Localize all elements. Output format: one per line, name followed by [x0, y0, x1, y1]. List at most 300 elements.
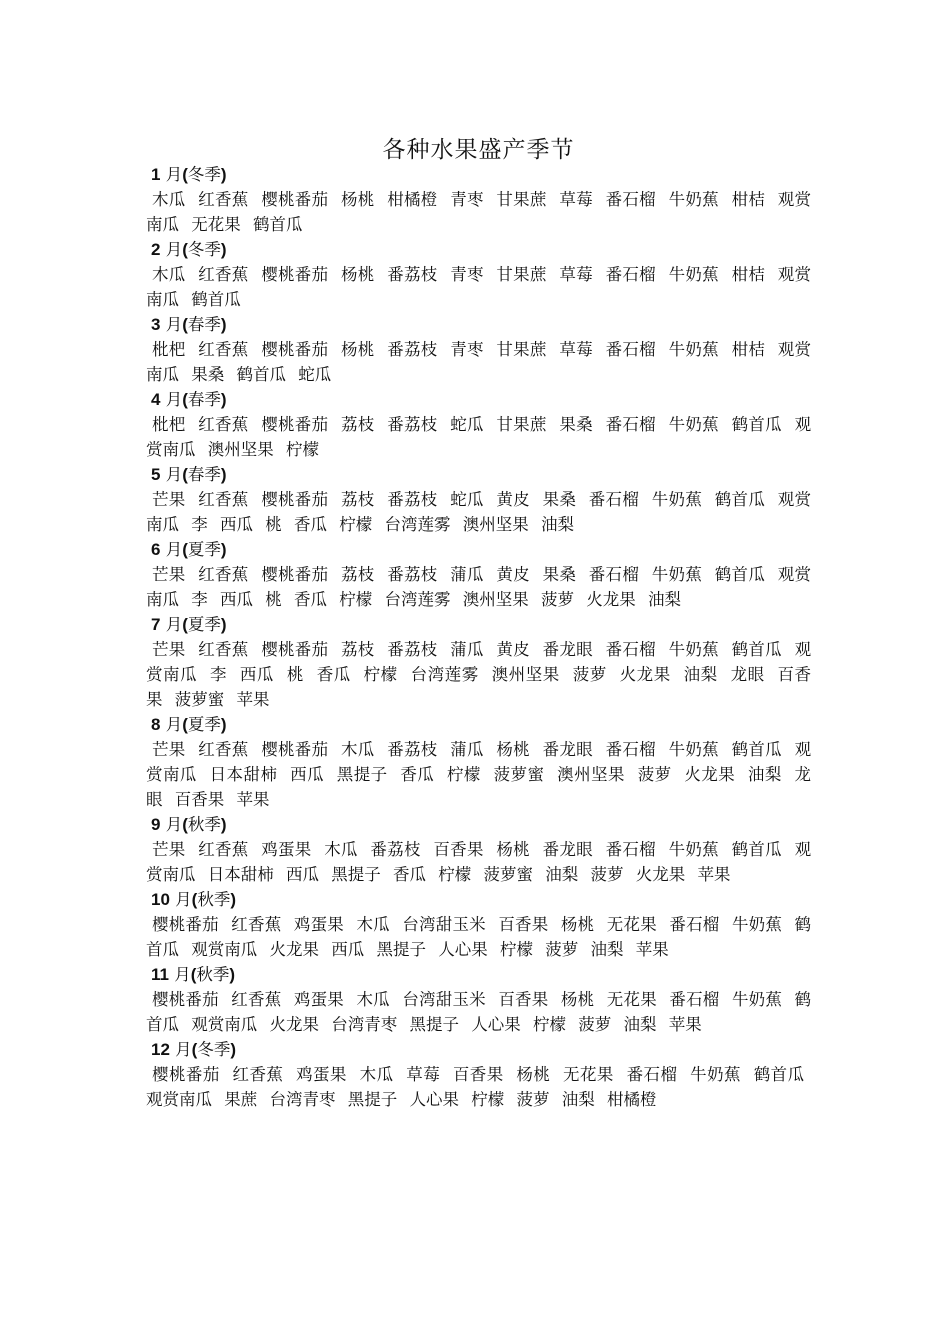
month-header: 5 月(春季) — [151, 465, 227, 484]
fruit-item: 杨桃 — [341, 190, 375, 209]
fruit-item: 牛奶蕉 — [731, 990, 783, 1009]
fruit-item: 草莓 — [406, 1065, 441, 1084]
fruit-item: 香瓜 — [294, 515, 327, 534]
fruit-item: 百香果 — [146, 665, 812, 709]
month-section — [146, 1037, 811, 1112]
fruit-item: 红香蕉 — [198, 640, 249, 659]
fruit-item: 樱桃番茄 — [261, 640, 329, 659]
month-label: 月 — [175, 1040, 192, 1059]
fruit-item: 桃 — [265, 590, 282, 609]
month-label: 月 — [165, 715, 183, 734]
month-section — [146, 162, 811, 237]
fruit-item: 番石榴 — [605, 340, 656, 359]
month-label: 月 — [174, 965, 191, 984]
fruit-item: 澳州坚果 — [462, 515, 529, 534]
fruit-item: 观赏南瓜 — [191, 940, 258, 959]
fruit-item: 番石榴 — [605, 740, 656, 759]
fruit-list — [146, 187, 811, 237]
fruit-list — [146, 337, 811, 387]
fruit-item: 柑橘橙 — [387, 190, 438, 209]
fruit-item: 杨桃 — [496, 740, 530, 759]
fruit-item: 鹤首瓜 — [731, 640, 782, 659]
month-section — [146, 387, 811, 462]
season-label: 夏季 — [187, 715, 221, 734]
fruit-item: 菠萝 — [516, 1090, 550, 1109]
season-label: 春季 — [187, 465, 221, 484]
fruit-item: 桃 — [265, 515, 282, 534]
fruit-item: 柠檬 — [363, 665, 398, 684]
fruit-item: 番石榴 — [605, 640, 656, 659]
fruit-item: 无花果 — [563, 1065, 614, 1084]
fruit-item: 台湾莲雾 — [384, 590, 451, 609]
fruit-item: 菠萝 — [541, 590, 574, 609]
fruit-item: 樱桃番茄 — [261, 265, 329, 284]
fruit-item: 柠檬 — [438, 865, 472, 884]
fruit-item: 李 — [191, 590, 208, 609]
season-label: 冬季 — [187, 240, 221, 259]
fruit-item: 木瓜 — [324, 840, 358, 859]
fruit-item: 柠檬 — [446, 765, 481, 784]
fruit-item: 果桑 — [559, 415, 593, 434]
fruit-item: 樱桃番茄 — [261, 565, 329, 584]
season-label: 秋季 — [197, 890, 231, 909]
month-label: 月 — [165, 390, 183, 409]
fruit-item: 苹果 — [668, 1015, 702, 1034]
fruit-item: 牛奶蕉 — [668, 265, 719, 284]
fruit-item: 观赏南瓜 — [146, 265, 812, 309]
month-label: 月 — [165, 240, 183, 259]
fruit-item: 油梨 — [648, 590, 681, 609]
fruit-item: 油梨 — [683, 665, 718, 684]
month-header: 4 月(春季) — [151, 390, 227, 409]
fruit-item: 观赏南瓜 — [146, 190, 812, 234]
fruit-item: 鹤首瓜 — [731, 840, 782, 859]
fruit-item: 杨桃 — [560, 990, 595, 1009]
fruit-item: 枇杷 — [152, 340, 186, 359]
fruit-item: 菠萝蜜 — [493, 765, 545, 784]
month-header: 7 月(夏季) — [151, 615, 227, 634]
fruit-item: 油梨 — [561, 1090, 595, 1109]
fruit-item: 人心果 — [438, 940, 488, 959]
fruit-item: 红香蕉 — [198, 415, 249, 434]
fruit-item: 蒲瓜 — [450, 740, 484, 759]
fruit-item: 台湾青枣 — [269, 1090, 336, 1109]
season-label: 冬季 — [187, 165, 221, 184]
fruit-item: 无花果 — [191, 215, 241, 234]
fruit-item: 鹤首瓜 — [236, 365, 286, 384]
season-label: 春季 — [187, 315, 221, 334]
fruit-item: 人心果 — [409, 1090, 459, 1109]
season-label: 秋季 — [196, 965, 230, 984]
fruit-item: 观赏南瓜 — [146, 740, 812, 784]
fruit-item: 火龙果 — [586, 590, 636, 609]
fruit-item: 蒲瓜 — [450, 640, 484, 659]
fruit-item: 番龙眼 — [542, 840, 593, 859]
month-number: 3 — [151, 315, 161, 334]
fruit-item: 观赏南瓜 — [146, 340, 812, 384]
month-header: 2 月(冬季) — [151, 240, 227, 259]
month-number: 4 — [151, 390, 161, 409]
fruit-item: 观赏南瓜 — [146, 1090, 212, 1109]
fruit-item: 菠萝 — [590, 865, 624, 884]
fruit-item: 柠檬 — [339, 590, 373, 609]
fruit-item: 番龙眼 — [542, 740, 593, 759]
fruit-item: 柠檬 — [471, 1090, 505, 1109]
fruit-list — [146, 562, 811, 612]
fruit-item: 澳州坚果 — [207, 440, 274, 459]
fruit-item: 芒果 — [152, 840, 186, 859]
fruit-item: 蒲瓜 — [450, 565, 484, 584]
fruit-item: 红香蕉 — [198, 840, 249, 859]
fruit-item: 荔枝 — [341, 640, 375, 659]
month-section — [146, 887, 811, 962]
fruit-item: 果桑 — [542, 490, 577, 509]
fruit-item: 蛇瓜 — [450, 415, 484, 434]
fruit-item: 香瓜 — [316, 665, 351, 684]
fruit-item: 台湾莲雾 — [384, 515, 451, 534]
fruit-item: 黑提子 — [347, 1090, 398, 1109]
fruit-item: 无花果 — [606, 915, 657, 934]
fruit-list — [146, 637, 811, 712]
month-header: 6 月(夏季) — [151, 540, 227, 559]
fruit-list — [146, 1062, 811, 1112]
fruit-item: 苹果 — [236, 790, 270, 809]
fruit-item: 鸡蛋果 — [296, 1065, 347, 1084]
fruit-item: 油梨 — [590, 940, 624, 959]
fruit-item: 鹤首瓜 — [191, 290, 241, 309]
fruit-item: 香瓜 — [393, 865, 426, 884]
fruit-item: 柑橘橙 — [607, 1090, 657, 1109]
fruit-item: 鸡蛋果 — [293, 915, 344, 934]
fruit-item: 观赏南瓜 — [146, 415, 812, 459]
fruit-item: 西瓜 — [220, 515, 253, 534]
fruit-item: 杨桃 — [341, 340, 375, 359]
fruit-item: 油梨 — [623, 1015, 657, 1034]
fruit-item: 樱桃番茄 — [261, 740, 329, 759]
fruit-item: 鹤首瓜 — [714, 565, 766, 584]
fruit-item: 苹果 — [236, 690, 270, 709]
fruit-item: 番石榴 — [605, 265, 656, 284]
fruit-item: 火龙果 — [684, 765, 736, 784]
month-section — [146, 537, 811, 612]
month-label: 月 — [165, 815, 183, 834]
month-label: 月 — [165, 465, 183, 484]
fruit-item: 柑桔 — [731, 190, 766, 209]
fruit-item: 红香蕉 — [232, 1065, 284, 1084]
month-header: 1 月(冬季) — [151, 165, 227, 184]
fruit-item: 番龙眼 — [542, 640, 593, 659]
fruit-item: 蛇瓜 — [450, 490, 484, 509]
fruit-item: 红香蕉 — [198, 740, 249, 759]
fruit-item: 黄皮 — [496, 490, 530, 509]
fruit-item: 鹤首瓜 — [146, 915, 812, 959]
fruit-item: 观赏南瓜 — [146, 490, 812, 534]
season-label: 冬季 — [197, 1040, 231, 1059]
month-header: 11 月(秋季) — [151, 965, 236, 984]
fruit-item: 甘果蔗 — [496, 190, 547, 209]
fruit-item: 樱桃番茄 — [261, 490, 329, 509]
fruit-item: 西瓜 — [331, 940, 365, 959]
month-section — [146, 962, 811, 1037]
fruit-item: 鹤首瓜 — [714, 490, 766, 509]
month-label: 月 — [165, 615, 183, 634]
month-number: 9 — [151, 815, 161, 834]
season-label: 春季 — [187, 390, 221, 409]
month-section — [146, 237, 811, 312]
fruit-item: 台湾青枣 — [331, 1015, 398, 1034]
fruit-item: 牛奶蕉 — [651, 565, 703, 584]
fruit-item: 苹果 — [635, 940, 669, 959]
fruit-item: 木瓜 — [152, 190, 186, 209]
fruit-item: 甘果蔗 — [496, 415, 547, 434]
fruit-item: 油梨 — [747, 765, 782, 784]
month-number: 1 — [151, 165, 161, 184]
fruit-item: 红香蕉 — [231, 990, 282, 1009]
fruit-item: 百香果 — [498, 915, 549, 934]
fruit-item: 牛奶蕉 — [690, 1065, 742, 1084]
fruit-item: 菠萝蜜 — [483, 865, 533, 884]
fruit-item: 樱桃番茄 — [261, 340, 329, 359]
fruit-item: 西瓜 — [290, 765, 325, 784]
fruit-item: 西瓜 — [220, 590, 253, 609]
month-number: 5 — [151, 465, 161, 484]
fruit-item: 番石榴 — [669, 990, 720, 1009]
fruit-item: 芒果 — [152, 740, 186, 759]
fruit-item: 柠檬 — [533, 1015, 566, 1034]
fruit-item: 鹤首瓜 — [253, 215, 303, 234]
fruit-item: 黄皮 — [496, 640, 530, 659]
fruit-item: 火龙果 — [269, 940, 319, 959]
fruit-item: 番荔枝 — [387, 265, 438, 284]
fruit-item: 番荔枝 — [387, 490, 438, 509]
fruit-item: 樱桃番茄 — [261, 415, 329, 434]
month-number: 12 — [151, 1040, 170, 1059]
fruit-item: 牛奶蕉 — [731, 915, 783, 934]
month-label: 月 — [165, 165, 183, 184]
month-number: 2 — [151, 240, 161, 259]
month-header: 8 月(夏季) — [151, 715, 227, 734]
fruit-item: 甘果蔗 — [496, 265, 547, 284]
fruit-item: 油梨 — [545, 865, 579, 884]
fruit-list — [146, 987, 811, 1037]
fruit-item: 番石榴 — [588, 490, 640, 509]
fruit-item: 草莓 — [559, 190, 593, 209]
fruit-item: 鹤首瓜 — [146, 990, 812, 1034]
fruit-item: 番荔枝 — [387, 640, 438, 659]
fruit-item: 荔枝 — [341, 565, 375, 584]
fruit-item: 菠萝 — [545, 940, 579, 959]
fruit-item: 黄皮 — [496, 565, 530, 584]
fruit-list — [146, 837, 811, 887]
fruit-item: 木瓜 — [152, 265, 186, 284]
fruit-item: 果蔗 — [224, 1090, 258, 1109]
fruit-item: 李 — [210, 665, 228, 684]
fruit-list — [146, 737, 811, 812]
fruit-item: 芒果 — [152, 640, 186, 659]
fruit-item: 杨桃 — [496, 840, 530, 859]
month-number: 11 — [151, 965, 169, 984]
fruit-item: 杨桃 — [560, 915, 595, 934]
fruit-item: 番荔枝 — [387, 565, 438, 584]
fruit-item: 柠檬 — [500, 940, 533, 959]
fruit-item: 柑桔 — [731, 265, 766, 284]
fruit-item: 牛奶蕉 — [668, 340, 719, 359]
fruit-item: 红香蕉 — [198, 340, 249, 359]
fruit-item: 草莓 — [559, 340, 593, 359]
season-label: 夏季 — [187, 615, 221, 634]
month-label: 月 — [165, 315, 183, 334]
fruit-item: 鹤首瓜 — [753, 1065, 805, 1084]
month-number: 8 — [151, 715, 161, 734]
month-number: 6 — [151, 540, 161, 559]
fruit-item: 青枣 — [450, 265, 484, 284]
month-list — [146, 162, 811, 1112]
fruit-item: 木瓜 — [341, 740, 375, 759]
fruit-item: 番石榴 — [626, 1065, 678, 1084]
fruit-item: 桃 — [286, 665, 304, 684]
fruit-item: 柠檬 — [286, 440, 319, 459]
fruit-item: 黑提子 — [336, 765, 388, 784]
fruit-item: 红香蕉 — [198, 265, 249, 284]
fruit-item: 菠萝 — [578, 1015, 612, 1034]
fruit-item: 樱桃番茄 — [152, 915, 219, 934]
fruit-item: 西瓜 — [239, 665, 274, 684]
month-header: 12 月(冬季) — [151, 1040, 237, 1059]
fruit-item: 红香蕉 — [198, 490, 249, 509]
month-section — [146, 812, 811, 887]
fruit-item: 苹果 — [697, 865, 731, 884]
fruit-item: 百香果 — [498, 990, 549, 1009]
fruit-item: 百香果 — [174, 790, 225, 809]
fruit-item: 芒果 — [152, 490, 186, 509]
fruit-item: 菠萝蜜 — [174, 690, 225, 709]
fruit-item: 柠檬 — [339, 515, 373, 534]
fruit-item: 牛奶蕉 — [668, 740, 719, 759]
fruit-item: 果桑 — [191, 365, 225, 384]
month-number: 10 — [151, 890, 170, 909]
fruit-item: 樱桃番茄 — [152, 990, 219, 1009]
fruit-item: 台湾莲雾 — [410, 665, 479, 684]
month-section — [146, 712, 811, 812]
fruit-item: 枇杷 — [152, 415, 186, 434]
fruit-item: 黑提子 — [331, 865, 381, 884]
fruit-item: 观赏南瓜 — [146, 640, 812, 684]
fruit-item: 牛奶蕉 — [651, 490, 703, 509]
fruit-item: 鸡蛋果 — [293, 990, 344, 1009]
fruit-item: 番石榴 — [605, 840, 656, 859]
fruit-item: 日本甜柿 — [209, 765, 278, 784]
fruit-item: 番荔枝 — [387, 740, 438, 759]
fruit-item: 青枣 — [450, 340, 484, 359]
fruit-item: 百香果 — [452, 1065, 504, 1084]
fruit-item: 牛奶蕉 — [668, 190, 719, 209]
fruit-item: 日本甜柿 — [207, 865, 274, 884]
document-title: 各种水果盛产季节 — [382, 137, 575, 164]
month-header: 3 月(春季) — [151, 315, 227, 334]
fruit-item: 火龙果 — [635, 865, 686, 884]
fruit-item: 蛇瓜 — [298, 365, 332, 384]
fruit-item: 牛奶蕉 — [668, 840, 719, 859]
fruit-item: 西瓜 — [286, 865, 319, 884]
month-header: 10 月(秋季) — [151, 890, 237, 909]
fruit-item: 台湾甜玉米 — [402, 915, 486, 934]
fruit-item: 番石榴 — [605, 415, 656, 434]
fruit-item: 红香蕉 — [231, 915, 282, 934]
fruit-item: 菠萝 — [572, 665, 607, 684]
fruit-item: 龙眼 — [146, 765, 812, 809]
fruit-item: 杨桃 — [341, 265, 375, 284]
fruit-item: 荔枝 — [341, 490, 375, 509]
fruit-item: 番荔枝 — [370, 840, 421, 859]
fruit-item: 青枣 — [450, 190, 484, 209]
fruit-item: 牛奶蕉 — [668, 640, 719, 659]
fruit-item: 鹤首瓜 — [731, 415, 782, 434]
fruit-item: 甘果蔗 — [496, 340, 547, 359]
fruit-item: 澳州坚果 — [491, 665, 560, 684]
fruit-item: 樱桃番茄 — [261, 190, 329, 209]
fruit-item: 李 — [191, 515, 208, 534]
fruit-item: 牛奶蕉 — [668, 415, 719, 434]
month-header: 9 月(秋季) — [151, 815, 227, 834]
month-section — [146, 462, 811, 537]
fruit-item: 观赏南瓜 — [191, 1015, 258, 1034]
fruit-item: 荔枝 — [341, 415, 375, 434]
fruit-item: 香瓜 — [294, 590, 327, 609]
fruit-item: 鹤首瓜 — [731, 740, 782, 759]
fruit-item: 番石榴 — [669, 915, 720, 934]
month-label: 月 — [165, 540, 183, 559]
fruit-list — [146, 912, 811, 962]
fruit-item: 木瓜 — [356, 990, 390, 1009]
fruit-list — [146, 262, 811, 312]
fruit-item: 观赏南瓜 — [146, 565, 812, 609]
month-number: 7 — [151, 615, 161, 634]
season-label: 秋季 — [187, 815, 221, 834]
fruit-item: 观赏南瓜 — [146, 840, 812, 884]
fruit-item: 木瓜 — [359, 1065, 394, 1084]
fruit-item: 澳州坚果 — [462, 590, 529, 609]
fruit-item: 火龙果 — [619, 665, 671, 684]
fruit-list — [146, 487, 811, 537]
fruit-item: 番荔枝 — [387, 340, 438, 359]
fruit-item: 红香蕉 — [198, 565, 249, 584]
fruit-item: 无花果 — [606, 990, 657, 1009]
fruit-item: 芒果 — [152, 565, 186, 584]
fruit-item: 油梨 — [541, 515, 574, 534]
fruit-item: 百香果 — [433, 840, 484, 859]
fruit-item: 火龙果 — [269, 1015, 319, 1034]
fruit-item: 龙眼 — [730, 665, 765, 684]
fruit-item: 鸡蛋果 — [261, 840, 312, 859]
fruit-item: 番石榴 — [605, 190, 656, 209]
fruit-item: 番荔枝 — [387, 415, 438, 434]
fruit-item: 柑桔 — [731, 340, 766, 359]
fruit-item: 澳州坚果 — [557, 765, 625, 784]
month-section — [146, 612, 811, 712]
month-section — [146, 312, 811, 387]
fruit-item: 番石榴 — [588, 565, 640, 584]
fruit-item: 杨桃 — [516, 1065, 551, 1084]
fruit-item: 香瓜 — [400, 765, 435, 784]
fruit-item: 黑提子 — [376, 940, 426, 959]
fruit-item: 草莓 — [559, 265, 593, 284]
fruit-item: 红香蕉 — [198, 190, 249, 209]
fruit-item: 樱桃番茄 — [152, 1065, 220, 1084]
fruit-item: 木瓜 — [356, 915, 390, 934]
fruit-item: 黑提子 — [409, 1015, 459, 1034]
fruit-item: 台湾甜玉米 — [402, 990, 486, 1009]
fruit-item: 人心果 — [471, 1015, 521, 1034]
